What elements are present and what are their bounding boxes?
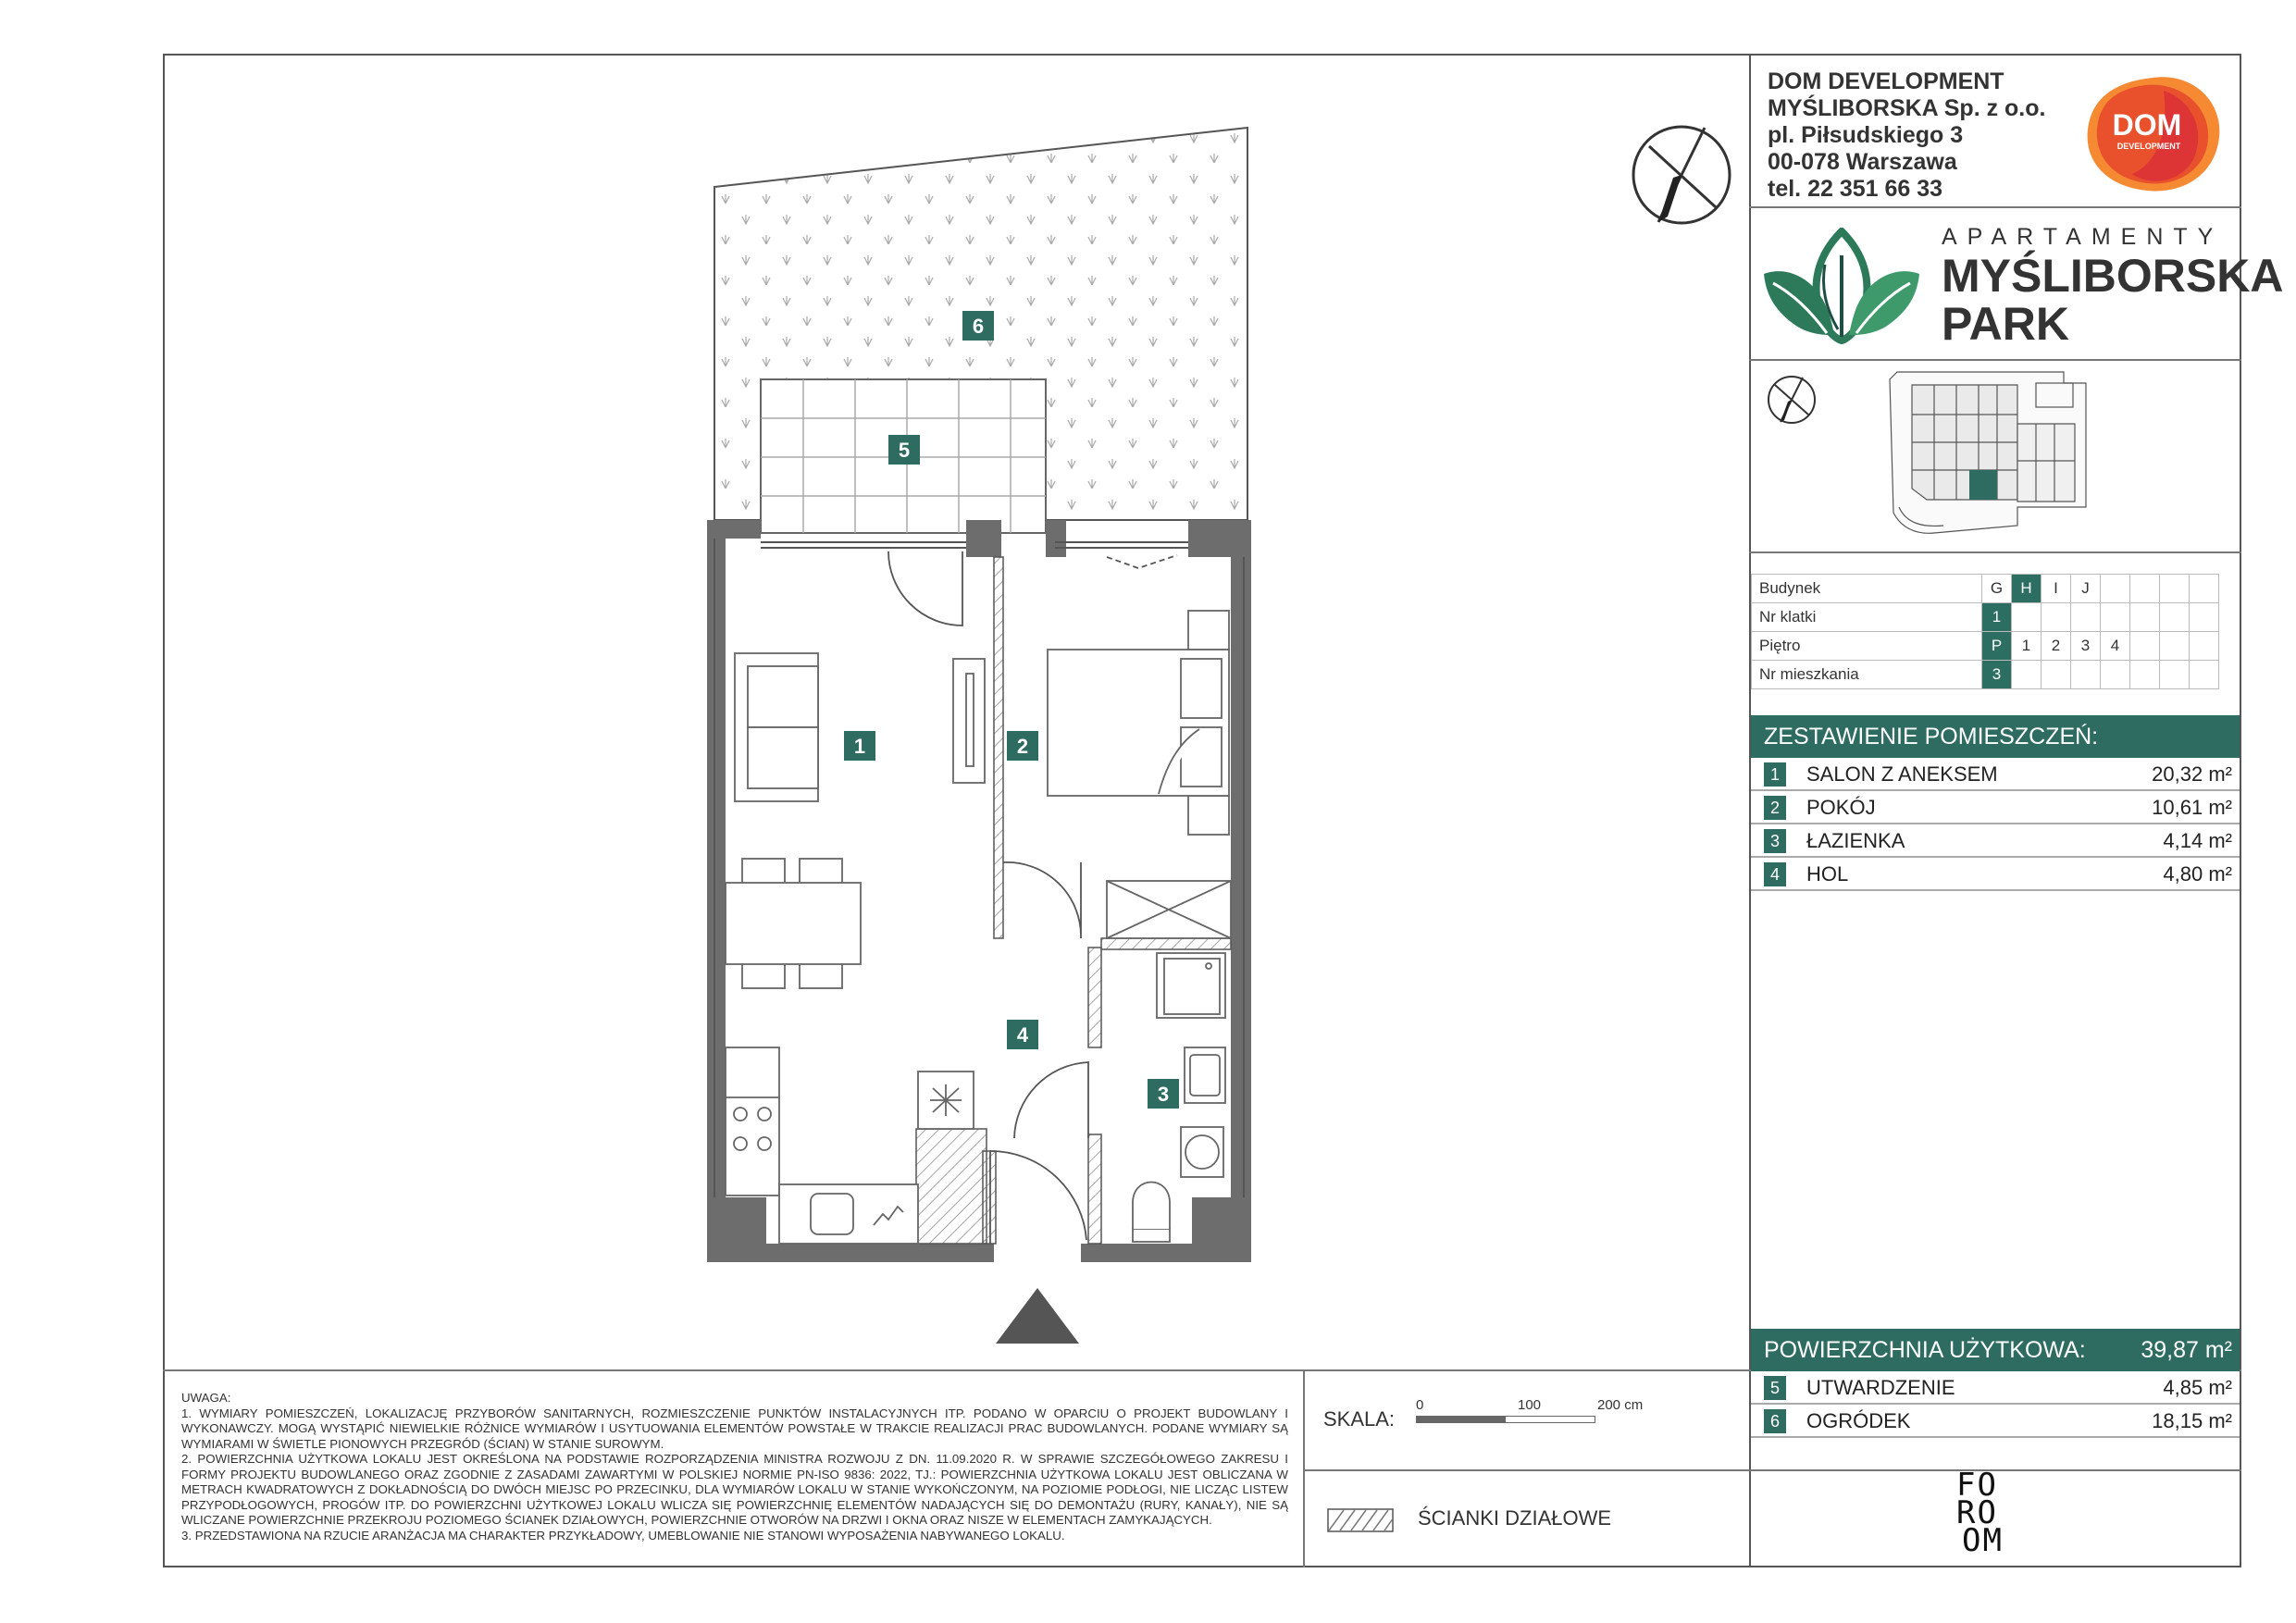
room-row <box>1751 758 2240 791</box>
info-cell: H <box>2012 575 2042 603</box>
notes-title: UWAGA: <box>181 1391 231 1405</box>
partition-wall <box>994 557 1003 938</box>
usable-area-bar <box>1751 1329 2240 1371</box>
info-cell: G <box>1982 575 2012 603</box>
scale-tick-200: 200 cm <box>1597 1397 1644 1413</box>
info-cell <box>2130 632 2160 661</box>
key-plan <box>1879 368 2091 548</box>
scale-tick-100: 100 <box>1518 1397 1542 1413</box>
info-cell: 4 <box>2101 632 2130 661</box>
partition-wall <box>916 1129 987 1244</box>
foroom-logo <box>1956 1467 2004 1559</box>
room-number: 2 <box>1764 796 1786 820</box>
info-cell <box>2101 661 2130 689</box>
divider <box>1749 206 2241 208</box>
info-row <box>1752 632 2219 661</box>
note-item: 1. WYMIARY POMIESZCZEŃ, LOKALIZACJĘ PRZYBORÓW SANITARNYCH, ROZMIESZCZENIE PUNKTÓW INSTALACYJNYCH ITP. PODANO W OPARCIU O PROJEKT BUDOWLANY I WYKONAWCZY. MOGĄ WYSTĄPIĆ NIEWIELKIE RÓŻNICE WYMIARÓW I USYTUOWANIA ELEMENTÓW POWSTAŁE W TRAKCIE REALIZACJI PRAC BUDOWLANYCH. PODANE WYMIARY SĄ WYMIARAMI W ŚWIETLE PIONOWYCH PRZEGRÓD (ŚCIAN) W STANIE SUROWYM. <box>181 1406 1288 1451</box>
tv-unit <box>953 659 985 783</box>
scale-label: SKALA: <box>1323 1407 1396 1431</box>
info-cell <box>2160 632 2190 661</box>
divider <box>1303 1469 2241 1471</box>
dining-table <box>726 859 861 988</box>
area-number: 5 <box>1764 1376 1786 1400</box>
room-name: SALON Z ANEKSEM <box>1806 762 1998 786</box>
info-cell <box>2190 603 2219 632</box>
room-name: HOL <box>1806 862 1849 886</box>
extra-area-row <box>1751 1405 2240 1438</box>
rooms-heading: ZESTAWIENIE POMIESZCZEŃ: <box>1751 715 2240 758</box>
room-label-6: 6 <box>972 315 985 338</box>
info-row <box>1752 603 2219 632</box>
info-cell: J <box>2071 575 2101 603</box>
company-entity: MYŚLIBORSKA Sp. z o.o. <box>1768 95 2046 121</box>
info-row-label: Nr mieszkania <box>1752 661 1982 689</box>
info-cell: 1 <box>2012 632 2042 661</box>
room-row <box>1751 791 2240 824</box>
area-name: UTWARDZENIE <box>1806 1376 1955 1399</box>
sofa <box>735 653 818 801</box>
room-name: ŁAZIENKA <box>1806 829 1905 852</box>
area-number: 6 <box>1764 1409 1786 1433</box>
north-arrow-small-icon <box>1766 374 1818 426</box>
dom-development-logo <box>2080 72 2225 196</box>
note-item: 3. PRZEDSTAWIONA NA RZUCIE ARANŻACJA MA CHARAKTER PRZYKŁADOWY, UMEBLOWANIE NIE STANOWI WYPOSAŻENIA NABYWANEGO LOKALU. <box>181 1528 1065 1542</box>
leaf-logo-icon <box>1760 228 1923 344</box>
room-number: 1 <box>1764 762 1786 787</box>
brand-title-small: APARTAMENTY <box>1942 224 2224 250</box>
note-item: 2. POWIERZCHNIA UŻYTKOWA LOKALU JEST OKREŚLONA NA PODSTAWIE ROZPORZĄDZENIA MINISTRA ROZWOJU Z DN. 11.09.2020 R. W SPRAWIE SZCZEGÓŁOWEGO ZAKRESU I FORMY PROJEKTU BUDOWLANEGO ORAZ ZGODNIE Z ZASADAMI ZAWARTYMI W POLSKIEJ NORMIE PN-ISO 9836: 2022, TJ.: POWIERZCHNIA UŻYTKOWA LOKALU JEST OBLICZANA W METRACH KWADRATOWYCH Z DOKŁADNOŚCIĄ DO DWÓCH MIEJSC PO PRZECINKU, DLA WYMIARÓW LOKALU W STANIE WYKOŃCZONYM, NA POZIOMIE PODŁOGI, NIE LICZĄC LISTEW PRZYPODŁOGOWYCH, PROGÓW ITP. DO POWIERZCHNI UŻYTKOWEJ LOKALU WLICZA SIĘ POWIERZCHNIĘ ELEMENTÓW NADAJĄCYCH SIĘ DO DEMONTAŻU (RURY, KANAŁY), NIE SĄ WLICZANE POWIERZCHNIE PRZEKROJU POZIOMEGO ŚCIANEK DZIAŁOWYCH, POWIERZCHNIE OTWORÓW NA DRZWI I OKNA ORAZ NISZE W ELEMENTACH ZAMYKAJĄCYCH. <box>181 1452 1288 1527</box>
wardrobe <box>1107 881 1231 938</box>
room-label-5: 5 <box>898 439 911 462</box>
info-cell <box>2130 661 2160 689</box>
brand-title <box>1942 252 2283 348</box>
foroom-logo-line: RO <box>1956 1494 1998 1531</box>
company-street: pl. Piłsudskiego 3 <box>1768 122 1964 148</box>
info-row <box>1752 661 2219 689</box>
info-cell <box>2160 603 2190 632</box>
info-cell <box>2101 603 2130 632</box>
info-row <box>1752 575 2219 603</box>
partition-wall <box>983 1151 996 1244</box>
extra-area-row <box>1751 1371 2240 1405</box>
partition-wall <box>1088 948 1101 1047</box>
info-cell: P <box>1982 632 2012 661</box>
info-cell <box>2190 661 2219 689</box>
info-cell: 3 <box>1982 661 2012 689</box>
entrance-marker <box>996 1288 1079 1344</box>
room-area: 4,14 m² <box>2163 829 2232 852</box>
company-address <box>1768 68 2045 203</box>
info-cell: 1 <box>1982 603 2012 632</box>
room-label-1: 1 <box>853 735 866 758</box>
info-cell: 2 <box>2042 632 2071 661</box>
room-row <box>1751 858 2240 891</box>
info-cell <box>2042 661 2071 689</box>
scale-bar-light <box>1505 1416 1595 1423</box>
brand-title-line: MYŚLIBORSKA <box>1942 250 2284 302</box>
area-name: OGRÓDEK <box>1806 1409 1911 1432</box>
room-number: 3 <box>1764 829 1786 853</box>
info-cell <box>2101 575 2130 603</box>
room-area: 20,32 m² <box>2152 762 2232 786</box>
info-cell <box>2190 632 2219 661</box>
company-name: DOM DEVELOPMENT <box>1768 68 2004 94</box>
scale-tick-0: 0 <box>1416 1397 1424 1413</box>
bed <box>1048 611 1229 835</box>
room-label-2: 2 <box>1016 735 1029 758</box>
room-label-4: 4 <box>1016 1023 1029 1047</box>
partition-wall <box>1101 938 1231 949</box>
area-value: 18,15 m² <box>2152 1409 2232 1432</box>
info-cell <box>2160 661 2190 689</box>
company-city: 00-078 Warszawa <box>1768 149 1957 175</box>
info-cell <box>2130 575 2160 603</box>
legend-label: ŚCIANKI DZIAŁOWE <box>1418 1506 1612 1530</box>
scale-bar-dark <box>1416 1416 1505 1423</box>
usable-area-value: 39,87 m² <box>2141 1337 2232 1363</box>
logo-sub: DEVELOPMENT <box>2116 142 2181 151</box>
divider <box>163 1369 1751 1371</box>
info-cell <box>2042 603 2071 632</box>
info-cell <box>2190 575 2219 603</box>
usable-area-label: POWIERZCHNIA UŻYTKOWA: <box>1764 1337 2086 1363</box>
room-area: 10,61 m² <box>2152 796 2232 819</box>
info-cell <box>2012 661 2042 689</box>
brand-title-line: PARK <box>1942 298 2069 350</box>
info-cell <box>2012 603 2042 632</box>
divider <box>1749 359 2241 361</box>
info-cell <box>2071 603 2101 632</box>
foroom-logo-line: FO <box>1956 1467 1998 1504</box>
notes <box>181 1391 1288 1543</box>
partition-wall <box>1088 1134 1101 1244</box>
company-phone: tel. 22 351 66 33 <box>1768 176 1943 202</box>
info-row-label: Budynek <box>1752 575 1982 603</box>
info-cell: I <box>2042 575 2071 603</box>
divider <box>1749 551 2241 553</box>
room-label-3: 3 <box>1157 1083 1170 1106</box>
area-value: 4,85 m² <box>2163 1376 2232 1399</box>
info-cell <box>2071 661 2101 689</box>
room-name: POKÓJ <box>1806 796 1876 819</box>
room-area: 4,80 m² <box>2163 862 2232 886</box>
logo-word: DOM <box>2112 108 2182 142</box>
info-cell <box>2130 603 2160 632</box>
info-cell: 3 <box>2071 632 2101 661</box>
info-cell <box>2160 575 2190 603</box>
info-row-label: Piętro <box>1752 632 1982 661</box>
partition-wall-legend-icon <box>1327 1508 1394 1532</box>
room-row <box>1751 824 2240 858</box>
divider <box>1303 1369 1305 1567</box>
info-row-label: Nr klatki <box>1752 603 1982 632</box>
room-number: 4 <box>1764 862 1786 886</box>
foroom-logo-line: OM <box>1962 1522 2004 1559</box>
unit-info-table <box>1751 574 2219 689</box>
